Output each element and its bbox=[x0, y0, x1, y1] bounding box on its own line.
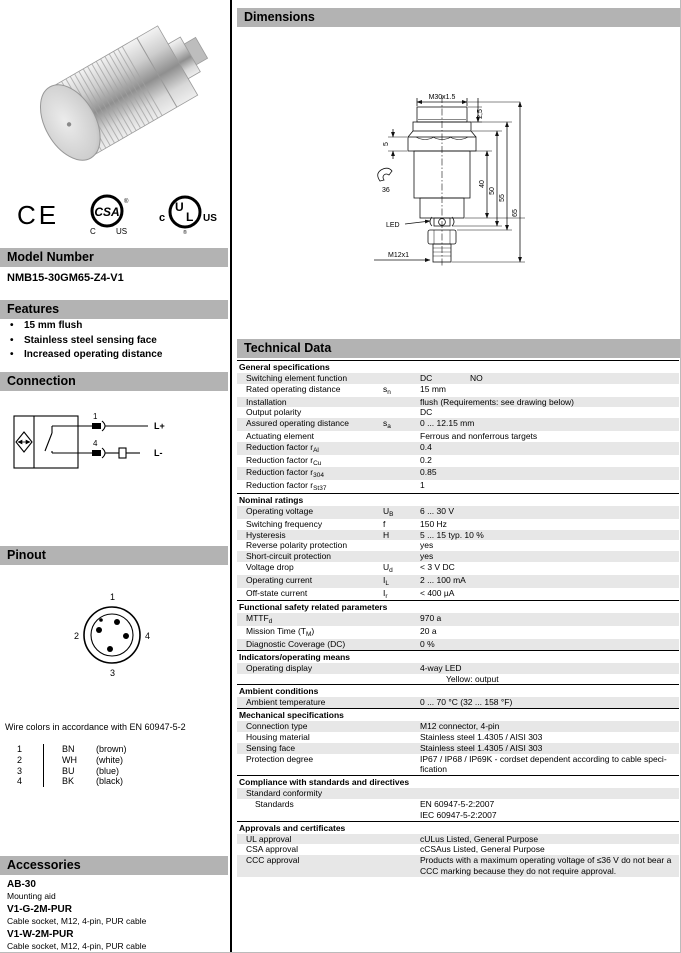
feature-text: Increased operating distance bbox=[24, 349, 163, 360]
spec-value: 970 a bbox=[420, 613, 442, 624]
spec-value: 6 ... 30 V bbox=[420, 505, 455, 516]
spec-row bbox=[237, 540, 679, 551]
spec-label: CSA approval bbox=[246, 844, 298, 855]
spec-row bbox=[237, 407, 679, 418]
spec-row bbox=[237, 455, 679, 468]
tech-section-title: Indicators/operating means bbox=[237, 650, 679, 663]
spec-label: Mission Time $(T_M)$ bbox=[246, 626, 315, 639]
model-number-value: NMB15-30GM65-Z4-V1 bbox=[7, 272, 124, 284]
spec-row bbox=[237, 844, 679, 855]
spec-symbol bbox=[383, 844, 420, 855]
dim-55-label: 55 bbox=[499, 194, 506, 202]
dim-40-label: 40 bbox=[479, 180, 486, 188]
spec-symbol: $U_d$ bbox=[383, 561, 393, 574]
wire-color-row bbox=[10, 766, 127, 777]
spec-label: Reduction factor $r_{Cu}$ bbox=[246, 454, 322, 467]
wire-colors-note: Wire colors in accordance with EN 60947-5-2 bbox=[5, 722, 186, 732]
spec-symbol: $I_r$ bbox=[383, 587, 388, 600]
spec-value: flush (Requirements: see drawing below) bbox=[420, 396, 575, 407]
spec-symbol bbox=[383, 397, 420, 408]
spec-label: Voltage drop bbox=[246, 561, 294, 572]
spec-symbol bbox=[383, 442, 420, 455]
spec-row bbox=[237, 373, 679, 384]
spec-label: Sensing face bbox=[246, 742, 296, 753]
spec-value: 150 Hz bbox=[420, 518, 447, 529]
spec-symbol bbox=[383, 431, 420, 442]
spec-label: Assured operating distance bbox=[246, 418, 350, 429]
spec-row bbox=[237, 788, 679, 799]
svg-text:®: ® bbox=[183, 230, 187, 235]
spec-label: Actuating element bbox=[246, 430, 315, 441]
spec-symbol: $s_a$ bbox=[383, 418, 391, 431]
spec-value: 1 bbox=[420, 480, 425, 491]
wire-color-name: (black) bbox=[96, 776, 124, 787]
subscript-text: r bbox=[385, 592, 388, 600]
pinout-pin1-label: 1 bbox=[110, 592, 116, 602]
spec-label: Standard conformity bbox=[246, 788, 323, 799]
spec-row bbox=[237, 530, 679, 541]
spec-label: Operating display bbox=[246, 662, 313, 673]
spec-value: 4-way LED bbox=[420, 662, 462, 673]
connection-header: Connection bbox=[0, 372, 228, 391]
spec-symbol bbox=[383, 613, 420, 626]
accessories-header: Accessories bbox=[0, 856, 228, 875]
connection-pin1-label: 1 bbox=[93, 412, 98, 421]
spec-label: Operating current bbox=[246, 574, 313, 585]
csa-mark-icon bbox=[86, 192, 132, 236]
spec-row bbox=[237, 639, 679, 650]
spec-row bbox=[237, 855, 679, 877]
spec-row bbox=[237, 663, 679, 674]
pinout-pin4-label: 4 bbox=[145, 631, 151, 641]
spec-symbol: H bbox=[383, 529, 390, 540]
spec-value: Ferrous and nonferrous targets bbox=[420, 430, 538, 441]
subscript-text: Cu bbox=[313, 459, 322, 467]
spec-label: Housing material bbox=[246, 731, 310, 742]
feature-item bbox=[7, 319, 162, 334]
accessory-item bbox=[7, 904, 146, 926]
wire-color-name: (brown) bbox=[96, 744, 127, 754]
spec-label: $MTTF_d$ bbox=[246, 613, 273, 626]
subscript-text: d bbox=[389, 566, 393, 574]
spec-row bbox=[237, 697, 679, 708]
spec-value-line: IP67 / IP68 / IP69K - cordset dependent according to cable speci- bbox=[420, 753, 667, 764]
accessory-description: Cable socket, M12, 4-pin, PUR cable bbox=[7, 916, 147, 926]
spec-value: 5 ... 15 typ. 10 % bbox=[420, 529, 484, 540]
connection-diagram bbox=[8, 406, 178, 476]
wire-pin: 3 bbox=[17, 765, 23, 776]
spec-label: Ambient temperature bbox=[246, 697, 326, 708]
spec-symbol bbox=[383, 455, 420, 468]
model-number-header: Model Number bbox=[0, 248, 228, 267]
spec-label: Output polarity bbox=[246, 407, 302, 418]
spec-value: < 3 V DC bbox=[420, 561, 455, 572]
spec-row bbox=[237, 442, 679, 455]
svg-text:c: c bbox=[159, 212, 166, 224]
feature-text: 15 mm flush bbox=[24, 320, 83, 331]
spec-symbol bbox=[383, 834, 420, 845]
spec-symbol bbox=[383, 743, 420, 754]
spec-value bbox=[420, 799, 679, 821]
spec-label: Reduction factor $r_{St37}$ bbox=[246, 480, 327, 493]
accessory-description: Mounting aid bbox=[7, 891, 56, 901]
tech-section-title: General specifications bbox=[237, 360, 679, 373]
wrench-size-label: 36 bbox=[382, 187, 390, 194]
svg-text:CSA: CSA bbox=[94, 205, 120, 219]
spec-row bbox=[237, 506, 679, 519]
spec-symbol bbox=[383, 674, 420, 685]
spec-label: Standards bbox=[255, 798, 294, 809]
spec-row bbox=[237, 732, 679, 743]
spec-value: yes bbox=[420, 540, 434, 551]
dimensions-drawing bbox=[368, 86, 583, 281]
spec-symbol bbox=[383, 480, 420, 493]
spec-label: Diagnostic Coverage (DC) bbox=[246, 638, 346, 649]
spec-label: Switching frequency bbox=[246, 518, 323, 529]
svg-text:U: U bbox=[175, 200, 184, 214]
spec-row bbox=[237, 384, 679, 397]
spec-label: Reduction factor $r_{Al}$ bbox=[246, 441, 319, 454]
tech-section-title: Approvals and certificates bbox=[237, 821, 679, 834]
spec-value: 0 ... 70 °C (32 ... 158 °F) bbox=[420, 697, 513, 708]
certification-marks bbox=[16, 192, 218, 236]
accessories-list bbox=[7, 879, 146, 953]
feature-item bbox=[7, 348, 162, 363]
spec-symbol bbox=[383, 407, 420, 418]
spec-row bbox=[237, 418, 679, 431]
svg-text:CE: CE bbox=[17, 200, 60, 230]
accessory-name: V1-W-2M-PUR bbox=[7, 929, 74, 940]
spec-symbol bbox=[383, 540, 420, 551]
ce-mark-icon bbox=[16, 198, 60, 230]
spec-label: Off-state current bbox=[246, 587, 308, 598]
spec-label: Rated operating distance bbox=[246, 383, 341, 394]
dim-thread-bottom-label: M12x1 bbox=[388, 252, 410, 259]
spec-value-line: CCC marking because they do not require approval. bbox=[420, 865, 617, 876]
spec-label: UL approval bbox=[246, 833, 292, 844]
column-divider bbox=[230, 0, 232, 953]
pinout-pin3-label: 3 bbox=[110, 668, 116, 678]
wire-color-name: (white) bbox=[96, 754, 124, 765]
spec-value-line: EN 60947-5-2:2007 bbox=[420, 798, 495, 809]
spec-row bbox=[237, 551, 679, 562]
spec-value bbox=[420, 754, 679, 776]
spec-row bbox=[237, 575, 679, 588]
spec-label: Short-circuit protection bbox=[246, 551, 332, 562]
wire-color-name: (blue) bbox=[96, 765, 120, 776]
svg-text:®: ® bbox=[124, 199, 129, 205]
spec-value: 0.85 bbox=[420, 467, 437, 478]
features-list bbox=[7, 319, 162, 363]
spec-row bbox=[237, 431, 679, 442]
wire-code: WH bbox=[43, 755, 96, 766]
wire-pin: 2 bbox=[17, 754, 23, 765]
spec-symbol bbox=[383, 788, 420, 799]
pinout-header: Pinout bbox=[0, 546, 228, 565]
spec-symbol: $I_L$ bbox=[383, 574, 389, 587]
spec-label bbox=[237, 674, 383, 685]
spec-value: yes bbox=[420, 551, 434, 562]
spec-value bbox=[420, 855, 679, 877]
product-photo bbox=[16, 8, 214, 190]
spec-row bbox=[237, 834, 679, 845]
spec-value-line: fication bbox=[420, 764, 447, 775]
spec-value: 20 a bbox=[420, 626, 437, 637]
spec-value: 0 % bbox=[420, 638, 435, 649]
accessory-description: Cable socket, M12, 4-pin, PUR cable bbox=[7, 941, 147, 951]
spec-label: Installation bbox=[246, 396, 287, 407]
spec-value: Stainless steel 1.4305 / AISI 303 bbox=[420, 731, 543, 742]
spec-value bbox=[420, 373, 679, 384]
dimensions-header: Dimensions bbox=[237, 8, 681, 27]
cul-us-mark-icon bbox=[158, 193, 218, 235]
spec-symbol bbox=[383, 754, 420, 776]
wire-colors-table bbox=[10, 744, 127, 787]
connection-lminus-label: L- bbox=[154, 448, 163, 458]
spec-row bbox=[237, 754, 679, 776]
spec-row bbox=[237, 397, 679, 408]
accessory-item bbox=[7, 879, 146, 901]
dim-65-label: 65 bbox=[512, 209, 519, 217]
subscript-text: L bbox=[385, 579, 389, 587]
technical-data-header: Technical Data bbox=[237, 339, 681, 358]
feature-item bbox=[7, 334, 162, 349]
spec-symbol bbox=[383, 732, 420, 743]
sensor-body-drawing bbox=[28, 11, 214, 170]
spec-value: cULus Listed, General Purpose bbox=[420, 833, 539, 844]
technical-data-rows bbox=[237, 360, 679, 877]
svg-text:US: US bbox=[116, 227, 128, 236]
spec-symbol bbox=[383, 799, 420, 821]
accessory-name: V1-G-2M-PUR bbox=[7, 904, 73, 915]
spec-value: 0 ... 12.15 mm bbox=[420, 418, 475, 429]
dim-thread-top-label: M30x1.5 bbox=[428, 94, 456, 101]
spec-row bbox=[237, 480, 679, 493]
spec-value-line: Products with a maximum operating voltage of ≤36 V do not bear a bbox=[420, 855, 672, 866]
tech-section-title: Functional safety related parameters bbox=[237, 600, 679, 613]
feature-text: Stainless steel sensing face bbox=[24, 334, 157, 346]
spec-label: Protection degree bbox=[246, 753, 314, 764]
wire-color-row bbox=[10, 744, 127, 755]
spec-label: Hysteresis bbox=[246, 529, 286, 540]
spec-row bbox=[237, 519, 679, 530]
spec-symbol bbox=[383, 697, 420, 708]
spec-row bbox=[237, 674, 679, 685]
spec-label: Switching element function bbox=[246, 373, 348, 383]
subscript-text: B bbox=[389, 510, 394, 518]
spec-symbol: $s_n$ bbox=[383, 383, 391, 396]
spec-value: Yellow: output bbox=[446, 673, 499, 684]
wire-color-row bbox=[10, 755, 127, 766]
spec-row bbox=[237, 467, 679, 480]
spec-symbol bbox=[383, 663, 420, 674]
subscript-text: St37 bbox=[313, 485, 327, 493]
subscript-text: M bbox=[305, 631, 312, 639]
spec-label: Operating voltage bbox=[246, 505, 314, 516]
spec-symbol bbox=[383, 373, 420, 384]
spec-label: CCC approval bbox=[246, 855, 300, 866]
dim-2-5-label: 2,5 bbox=[477, 109, 484, 119]
bullet-glyph: • bbox=[10, 334, 14, 346]
spec-value bbox=[420, 788, 679, 799]
spec-value: 0.2 bbox=[420, 454, 432, 465]
spec-value-line: IEC 60947-5-2:2007 bbox=[420, 809, 497, 820]
subscript-text: 304 bbox=[313, 472, 324, 480]
tech-section-title: Mechanical specifications bbox=[237, 708, 679, 721]
wire-code: BK bbox=[43, 776, 96, 787]
svg-text:US: US bbox=[203, 213, 217, 224]
technical-data-table bbox=[237, 360, 679, 877]
connection-lplus-label: L+ bbox=[154, 421, 165, 431]
spec-symbol bbox=[383, 721, 420, 732]
dim-50-label: 50 bbox=[489, 187, 496, 195]
bullet-glyph: • bbox=[10, 349, 14, 360]
spec-symbol: $U_B$ bbox=[383, 505, 394, 518]
subscript-text: Al bbox=[313, 446, 319, 454]
wire-pin: 4 bbox=[17, 776, 23, 787]
spec-row bbox=[237, 799, 679, 821]
spec-label: Connection type bbox=[246, 721, 308, 732]
spec-symbol bbox=[383, 467, 420, 480]
connection-pin4-label: 4 bbox=[93, 439, 98, 448]
spec-value-col: DC bbox=[420, 373, 433, 383]
spec-row bbox=[237, 613, 679, 626]
spec-value: Stainless steel 1.4305 / AISI 303 bbox=[420, 742, 543, 753]
tech-section-title: Nominal ratings bbox=[237, 493, 679, 506]
pinout-diagram bbox=[52, 578, 172, 688]
spec-label: Reduction factor $r_{304}$ bbox=[246, 467, 324, 480]
bullet-glyph: • bbox=[10, 320, 14, 331]
pinout-pin2-label: 2 bbox=[74, 631, 80, 641]
dim-5-label: 5 bbox=[383, 142, 390, 146]
accessory-name: AB-30 bbox=[7, 879, 36, 890]
spec-row bbox=[237, 562, 679, 575]
svg-text:L: L bbox=[186, 210, 194, 224]
led-label: LED bbox=[386, 222, 400, 229]
wire-pin: 1 bbox=[17, 744, 23, 754]
svg-text:C: C bbox=[90, 227, 96, 236]
spec-value: 0.4 bbox=[420, 441, 432, 452]
spec-value: 2 ... 100 mA bbox=[420, 574, 466, 585]
wire-code: BU bbox=[43, 766, 96, 777]
spec-value: M12 connector, 4-pin bbox=[420, 721, 500, 732]
spec-value: 15 mm bbox=[420, 383, 446, 394]
spec-symbol bbox=[383, 551, 420, 562]
subscript-text: d bbox=[268, 618, 273, 626]
spec-symbol: f bbox=[383, 518, 386, 529]
spec-label: Reverse polarity protection bbox=[246, 540, 348, 551]
subscript-text: n bbox=[387, 388, 391, 396]
spec-symbol bbox=[383, 855, 420, 877]
accessory-item bbox=[7, 929, 146, 951]
wire-color-row bbox=[10, 776, 127, 787]
wire-code: BN bbox=[43, 744, 96, 755]
spec-value: cCSAus Listed, General Purpose bbox=[420, 844, 545, 855]
features-header: Features bbox=[0, 300, 228, 319]
spec-symbol bbox=[383, 626, 420, 639]
spec-value: < 400 µA bbox=[420, 587, 455, 598]
spec-symbol bbox=[383, 639, 420, 650]
spec-row bbox=[237, 626, 679, 639]
subscript-text: a bbox=[387, 423, 391, 431]
tech-section-title: Ambient conditions bbox=[237, 684, 679, 697]
spec-row bbox=[237, 743, 679, 754]
spec-value: DC bbox=[420, 407, 433, 418]
spec-row bbox=[237, 588, 679, 601]
spec-row bbox=[237, 721, 679, 732]
tech-section-title: Compliance with standards and directives bbox=[237, 775, 679, 788]
spec-value-col: NO bbox=[470, 373, 483, 383]
